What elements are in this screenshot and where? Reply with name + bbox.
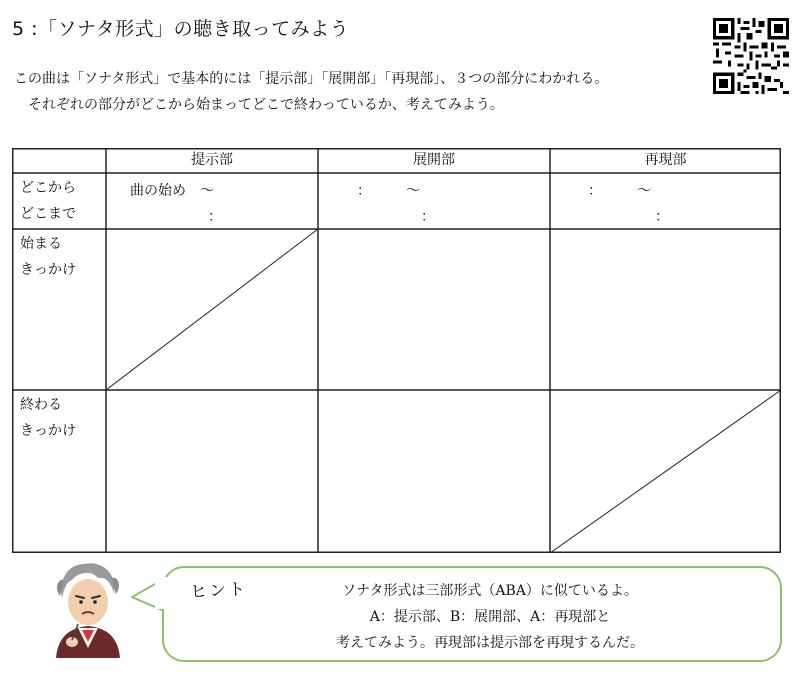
intro-line-1: この曲は「ソナタ形式」で基本的には「提示部」「展開部」「再現部」、３つの部分にわかれる。 (14, 71, 609, 87)
header-teijibu: 提示部 (191, 152, 233, 168)
intro-line-2: それぞれの部分がどこから始まってどこで終わっているか、考えてみよう。 (28, 97, 504, 113)
header-tenkaibu: 展開部 (413, 152, 455, 168)
row-label-start-trigger (20, 231, 76, 283)
header-saigenbu: 再現部 (644, 152, 687, 168)
row-label-end-line2: きっかけ (20, 423, 76, 439)
hint-line-3: 考えてみよう。再現部は提示部を再現するんだ。 (336, 635, 644, 651)
qr-code-icon (713, 18, 789, 94)
row-label-where-line1: どこから (20, 180, 76, 196)
row-label-end-line1: 終わる (20, 397, 62, 413)
cell-tenkaibu-to[interactable]: ： (421, 209, 435, 225)
beethoven-illustration (48, 558, 128, 658)
hint-label: ヒント (189, 579, 248, 603)
intro-text (14, 66, 608, 118)
hint-line-2: A：提示部、B：展開部、A：再現部と (369, 609, 611, 625)
slash-line (106, 229, 318, 390)
cell-saigenbu-to[interactable]: ： (655, 209, 669, 225)
row-label-where-line2: どこまで (20, 206, 76, 222)
cell-tenkaibu-from[interactable]: ： 〜 (357, 183, 420, 199)
page-title: 5 :「ソナタ形式」の聴き取ってみよう (12, 18, 350, 40)
row-label-end-trigger (20, 392, 76, 444)
row-label-start-line2: きっかけ (20, 262, 76, 278)
bubble-tail-cover (155, 577, 167, 609)
row-label-start-line1: 始まる (20, 236, 62, 252)
hint-line-1: ソナタ形式は三部形式（ABA）に似ているよ。 (342, 583, 638, 599)
cell-teijibu-from[interactable]: 曲の始め 〜 (130, 183, 214, 199)
cell-teijibu-to[interactable]: ： (208, 209, 222, 225)
slash-line (550, 390, 781, 553)
cell-saigenbu-from[interactable]: ： 〜 (588, 183, 651, 199)
row-label-where (20, 175, 76, 227)
